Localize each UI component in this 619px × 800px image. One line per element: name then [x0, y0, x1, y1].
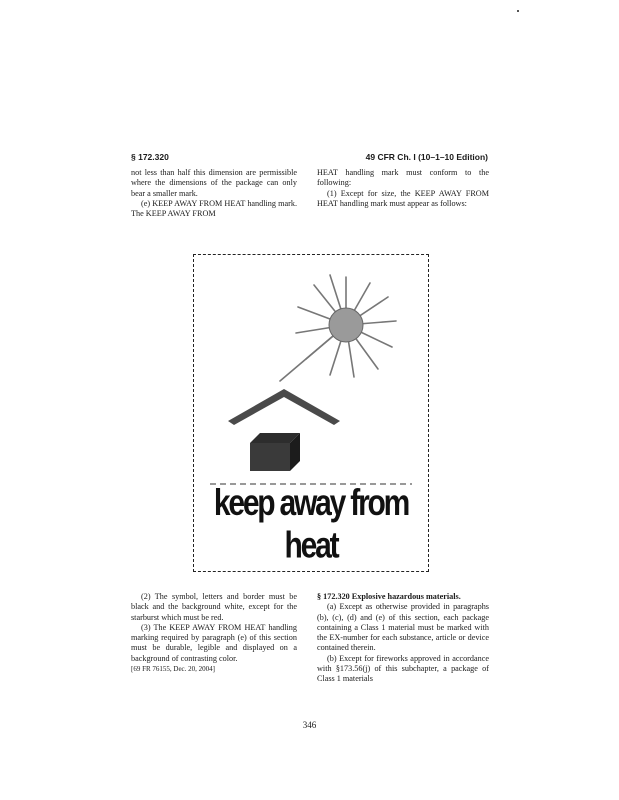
scan-speck — [517, 10, 519, 12]
keep-away-from-heat-slogan: keep away from heat — [213, 482, 409, 567]
box-icon — [250, 433, 300, 471]
paragraph: (b) Except for fireworks approved in accordance with §173.56(j) of this subchapter, a package of Class 1 materials — [317, 653, 489, 684]
paragraph: HEAT handling mark must conform to the following: — [317, 168, 489, 188]
sun-icon — [280, 275, 396, 381]
bottom-left-column — [131, 592, 297, 674]
paragraph: (2) The symbol, letters and border must be black and the background white, except for the starburst which must be red. — [131, 592, 297, 622]
paragraph: not less than half this dimension are permissible where the dimensions of the package can only bear a smaller mark. — [131, 168, 297, 198]
bottom-right-column — [317, 592, 489, 685]
paragraph: (a) Except as otherwise provided in paragraphs (b), (c), (d) and (e) of this section, each package containing a Class 1 material must be marked with the EX-number for each substance, article or device contained therein. — [317, 602, 489, 653]
section-heading: § 172.320 Explosive hazardous materials. — [317, 592, 461, 601]
running-header-title: 49 CFR Ch. I (10–1–10 Edition) — [365, 152, 488, 162]
citation: [69 FR 76155, Dec. 20, 2004] — [131, 665, 215, 674]
paragraph: (1) Except for size, the KEEP AWAY FROM HEAT handling mark must appear as follows: — [317, 188, 489, 208]
roof-icon — [228, 389, 340, 425]
top-right-column — [317, 168, 489, 209]
paragraph: (e) KEEP AWAY FROM HEAT handling mark. The KEEP AWAY FROM — [131, 198, 297, 219]
page-number: 346 — [302, 720, 317, 730]
top-left-column — [131, 168, 297, 219]
paragraph: (3) The KEEP AWAY FROM HEAT handling marking required by paragraph (e) of this section must be durable, legible and displayed on a background of contrasting color. — [131, 622, 297, 663]
keep-away-from-heat-mark — [193, 254, 429, 572]
section-number: § 172.320 — [131, 152, 169, 162]
